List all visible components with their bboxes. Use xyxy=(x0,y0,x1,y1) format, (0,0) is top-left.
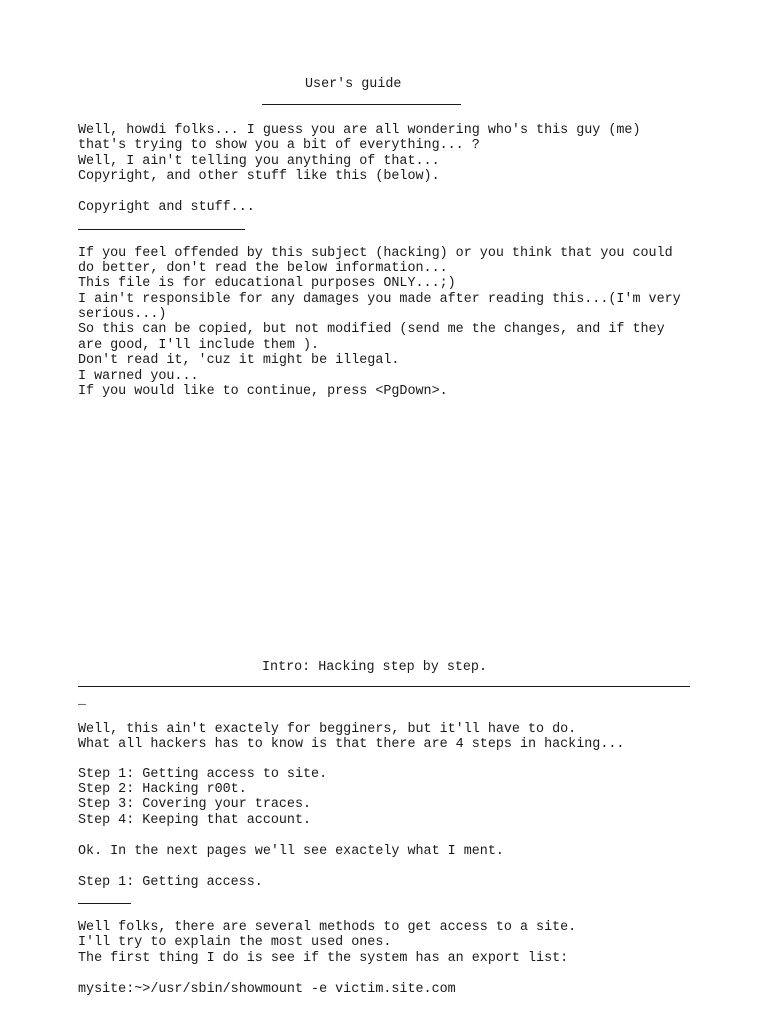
copyright-heading-underline xyxy=(78,229,245,230)
copyright-line: I warned you... xyxy=(78,369,199,384)
copyright-line: This file is for educational purposes ONLY...;) xyxy=(78,276,456,291)
next-pages-line: Ok. In the next pages we'll see exactely what I ment. xyxy=(78,844,504,859)
step1-line: Well folks, there are several methods to get access to a site. xyxy=(78,920,577,935)
copyright-line: If you feel offended by this subject (hacking) or you think that you could xyxy=(78,246,673,261)
step1-heading: Step 1: Getting access. xyxy=(78,875,263,890)
step-list-item: Step 1: Getting access to site. xyxy=(78,767,328,782)
copyright-line: do better, don't read the below information... xyxy=(78,261,448,276)
copyright-line: serious...) xyxy=(78,307,167,322)
intro-rule-tail: _ xyxy=(78,693,87,708)
copyright-line: I ain't responsible for any damages you made after reading this...(I'm very xyxy=(78,292,681,307)
step-list-item: Step 3: Covering your traces. xyxy=(78,797,312,812)
intro-line: Well, this ain't exactely for begginers, but it'll have to do. xyxy=(78,722,577,737)
guide-intro-line: Copyright, and other stuff like this (below). xyxy=(78,169,440,184)
guide-intro-line: Well, I ain't telling you anything of that... xyxy=(78,154,440,169)
copyright-line: So this can be copied, but not modified (send me the changes, and if they xyxy=(78,322,665,337)
intro-title-underline xyxy=(78,686,690,687)
step-list-item: Step 2: Hacking r00t. xyxy=(78,782,247,797)
step1-line: The first thing I do is see if the system has an export list: xyxy=(78,951,569,966)
showmount-command: mysite:~>/usr/sbin/showmount -e victim.site.com xyxy=(78,982,456,997)
copyright-heading: Copyright and stuff... xyxy=(78,200,255,215)
guide-intro-line: Well, howdi folks... I guess you are all wondering who's this guy (me) xyxy=(78,123,641,138)
copyright-line: are good, I'll include them ). xyxy=(78,338,320,353)
step1-heading-underline xyxy=(78,903,131,904)
guide-title: User's guide xyxy=(305,77,402,92)
intro-title: Intro: Hacking step by step. xyxy=(262,660,487,675)
step1-line: I'll try to explain the most used ones. xyxy=(78,935,392,950)
guide-intro-line: that's trying to show you a bit of everything... ? xyxy=(78,138,480,153)
copyright-line: Don't read it, 'cuz it might be illegal. xyxy=(78,353,400,368)
guide-title-underline xyxy=(262,104,461,105)
step-list-item: Step 4: Keeping that account. xyxy=(78,813,312,828)
intro-line: What all hackers has to know is that there are 4 steps in hacking... xyxy=(78,737,625,752)
copyright-line: If you would like to continue, press <PgDown>. xyxy=(78,384,448,399)
